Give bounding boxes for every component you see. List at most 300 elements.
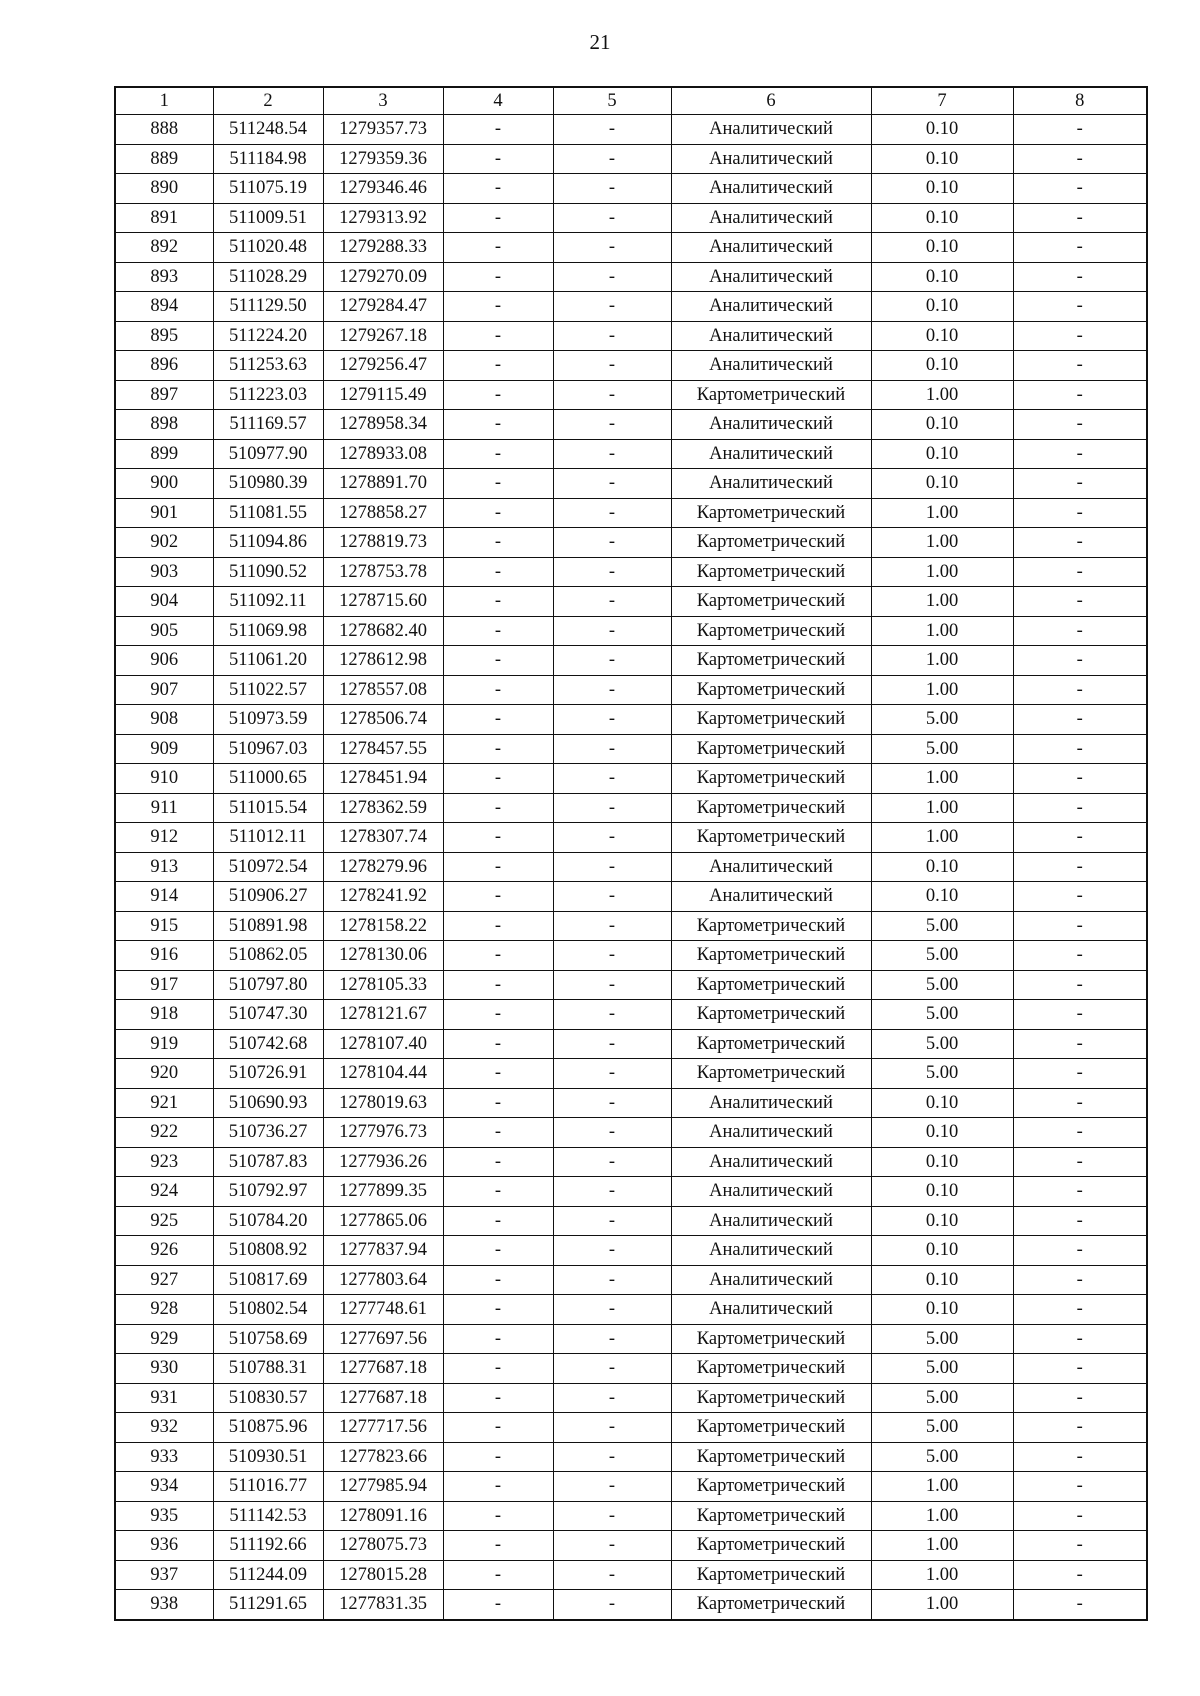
point-number-cell: 904 [115, 587, 213, 617]
col-8-value-cell: - [1013, 1265, 1147, 1295]
col-5-value-cell: - [553, 764, 671, 794]
y-coordinate-cell: 1278557.08 [323, 675, 443, 705]
x-coordinate-cell: 511092.11 [213, 587, 323, 617]
method-cell: Картометрический [671, 970, 871, 1000]
y-coordinate-cell: 1278451.94 [323, 764, 443, 794]
col-5-value-cell: - [553, 1059, 671, 1089]
col-4-value-cell: - [443, 587, 553, 617]
method-cell: Картометрический [671, 1029, 871, 1059]
col-4-value-cell: - [443, 292, 553, 322]
col-4-value-cell: - [443, 1147, 553, 1177]
method-cell: Аналитический [671, 115, 871, 145]
y-coordinate-cell: 1279270.09 [323, 262, 443, 292]
x-coordinate-cell: 510690.93 [213, 1088, 323, 1118]
col-4-value-cell: - [443, 439, 553, 469]
x-coordinate-cell: 511022.57 [213, 675, 323, 705]
method-cell: Картометрический [671, 528, 871, 558]
y-coordinate-cell: 1277687.18 [323, 1354, 443, 1384]
col-4-value-cell: - [443, 1531, 553, 1561]
col-5-value-cell: - [553, 734, 671, 764]
accuracy-cell: 1.00 [871, 528, 1013, 558]
col-4-value-cell: - [443, 1413, 553, 1443]
y-coordinate-cell: 1278307.74 [323, 823, 443, 853]
point-number-cell: 897 [115, 380, 213, 410]
col-4-value-cell: - [443, 1206, 553, 1236]
col-5-value-cell: - [553, 911, 671, 941]
table-row [115, 262, 1147, 292]
y-coordinate-cell: 1278107.40 [323, 1029, 443, 1059]
col-5-value-cell: - [553, 1383, 671, 1413]
col-8-value-cell: - [1013, 498, 1147, 528]
accuracy-cell: 1.00 [871, 646, 1013, 676]
x-coordinate-cell: 511192.66 [213, 1531, 323, 1561]
method-cell: Картометрический [671, 1472, 871, 1502]
method-cell: Картометрический [671, 557, 871, 587]
col-4-value-cell: - [443, 764, 553, 794]
col-5-value-cell: - [553, 823, 671, 853]
method-cell: Картометрический [671, 498, 871, 528]
table-row [115, 1088, 1147, 1118]
point-number-cell: 914 [115, 882, 213, 912]
table-row [115, 1295, 1147, 1325]
method-cell: Картометрический [671, 380, 871, 410]
col-8-value-cell: - [1013, 1088, 1147, 1118]
y-coordinate-cell: 1277748.61 [323, 1295, 443, 1325]
point-number-cell: 931 [115, 1383, 213, 1413]
y-coordinate-cell: 1277823.66 [323, 1442, 443, 1472]
table-row [115, 292, 1147, 322]
col-5-value-cell: - [553, 528, 671, 558]
col-4-value-cell: - [443, 1442, 553, 1472]
point-number-cell: 917 [115, 970, 213, 1000]
accuracy-cell: 0.10 [871, 233, 1013, 263]
col-8-value-cell: - [1013, 764, 1147, 794]
col-8-value-cell: - [1013, 1324, 1147, 1354]
x-coordinate-cell: 510817.69 [213, 1265, 323, 1295]
col-8-value-cell: - [1013, 1531, 1147, 1561]
col-4-value-cell: - [443, 528, 553, 558]
y-coordinate-cell: 1277837.94 [323, 1236, 443, 1266]
accuracy-cell: 1.00 [871, 1501, 1013, 1531]
x-coordinate-cell: 511020.48 [213, 233, 323, 263]
method-cell: Аналитический [671, 1118, 871, 1148]
table-row [115, 1177, 1147, 1207]
table-row [115, 498, 1147, 528]
accuracy-cell: 0.10 [871, 292, 1013, 322]
accuracy-cell: 0.10 [871, 1206, 1013, 1236]
method-cell: Аналитический [671, 1236, 871, 1266]
point-number-cell: 918 [115, 1000, 213, 1030]
table-row [115, 705, 1147, 735]
method-cell: Картометрический [671, 911, 871, 941]
col-4-value-cell: - [443, 1029, 553, 1059]
method-cell: Аналитический [671, 882, 871, 912]
col-8-value-cell: - [1013, 439, 1147, 469]
col-5-value-cell: - [553, 882, 671, 912]
x-coordinate-cell: 511129.50 [213, 292, 323, 322]
method-cell: Аналитический [671, 262, 871, 292]
col-5-value-cell: - [553, 1088, 671, 1118]
col-4-value-cell: - [443, 852, 553, 882]
x-coordinate-cell: 511000.65 [213, 764, 323, 794]
col-8-value-cell: - [1013, 616, 1147, 646]
col-8-value-cell: - [1013, 469, 1147, 499]
table-row [115, 1118, 1147, 1148]
accuracy-cell: 0.10 [871, 1147, 1013, 1177]
accuracy-cell: 1.00 [871, 380, 1013, 410]
method-cell: Картометрический [671, 705, 871, 735]
col-5-value-cell: - [553, 1590, 671, 1620]
table-row [115, 203, 1147, 233]
x-coordinate-cell: 510891.98 [213, 911, 323, 941]
accuracy-cell: 0.10 [871, 410, 1013, 440]
x-coordinate-cell: 510967.03 [213, 734, 323, 764]
x-coordinate-cell: 511244.09 [213, 1560, 323, 1590]
table-row [115, 410, 1147, 440]
point-number-cell: 927 [115, 1265, 213, 1295]
method-cell: Аналитический [671, 1147, 871, 1177]
y-coordinate-cell: 1277687.18 [323, 1383, 443, 1413]
accuracy-cell: 5.00 [871, 970, 1013, 1000]
col-4-value-cell: - [443, 1088, 553, 1118]
col-8-value-cell: - [1013, 646, 1147, 676]
point-number-cell: 903 [115, 557, 213, 587]
col-4-value-cell: - [443, 705, 553, 735]
col-5-value-cell: - [553, 1265, 671, 1295]
accuracy-cell: 1.00 [871, 557, 1013, 587]
x-coordinate-cell: 511142.53 [213, 1501, 323, 1531]
method-cell: Картометрический [671, 823, 871, 853]
x-coordinate-cell: 511291.65 [213, 1590, 323, 1620]
table-row [115, 911, 1147, 941]
col-4-value-cell: - [443, 469, 553, 499]
col-8-value-cell: - [1013, 380, 1147, 410]
col-5-value-cell: - [553, 498, 671, 528]
y-coordinate-cell: 1277831.35 [323, 1590, 443, 1620]
column-header-4: 4 [443, 87, 553, 115]
accuracy-cell: 5.00 [871, 734, 1013, 764]
y-coordinate-cell: 1278819.73 [323, 528, 443, 558]
col-5-value-cell: - [553, 1177, 671, 1207]
method-cell: Аналитический [671, 321, 871, 351]
col-4-value-cell: - [443, 970, 553, 1000]
table-row [115, 469, 1147, 499]
method-cell: Аналитический [671, 469, 871, 499]
col-8-value-cell: - [1013, 852, 1147, 882]
col-4-value-cell: - [443, 1118, 553, 1148]
point-number-cell: 907 [115, 675, 213, 705]
x-coordinate-cell: 510726.91 [213, 1059, 323, 1089]
point-number-cell: 936 [115, 1531, 213, 1561]
point-number-cell: 923 [115, 1147, 213, 1177]
method-cell: Картометрический [671, 1324, 871, 1354]
accuracy-cell: 1.00 [871, 498, 1013, 528]
col-4-value-cell: - [443, 1354, 553, 1384]
y-coordinate-cell: 1279267.18 [323, 321, 443, 351]
col-5-value-cell: - [553, 1118, 671, 1148]
accuracy-cell: 5.00 [871, 1413, 1013, 1443]
col-8-value-cell: - [1013, 882, 1147, 912]
table-row [115, 174, 1147, 204]
x-coordinate-cell: 510802.54 [213, 1295, 323, 1325]
x-coordinate-cell: 510862.05 [213, 941, 323, 971]
col-5-value-cell: - [553, 203, 671, 233]
col-8-value-cell: - [1013, 793, 1147, 823]
y-coordinate-cell: 1278015.28 [323, 1560, 443, 1590]
accuracy-cell: 0.10 [871, 439, 1013, 469]
accuracy-cell: 1.00 [871, 1590, 1013, 1620]
col-4-value-cell: - [443, 1000, 553, 1030]
method-cell: Картометрический [671, 1442, 871, 1472]
point-number-cell: 906 [115, 646, 213, 676]
table-row [115, 1590, 1147, 1620]
x-coordinate-cell: 511069.98 [213, 616, 323, 646]
col-5-value-cell: - [553, 115, 671, 145]
col-4-value-cell: - [443, 144, 553, 174]
method-cell: Картометрический [671, 1413, 871, 1443]
x-coordinate-cell: 510973.59 [213, 705, 323, 735]
accuracy-cell: 0.10 [871, 882, 1013, 912]
method-cell: Картометрический [671, 764, 871, 794]
point-number-cell: 920 [115, 1059, 213, 1089]
accuracy-cell: 0.10 [871, 351, 1013, 381]
col-8-value-cell: - [1013, 262, 1147, 292]
col-8-value-cell: - [1013, 941, 1147, 971]
method-cell: Аналитический [671, 1177, 871, 1207]
y-coordinate-cell: 1279357.73 [323, 115, 443, 145]
col-5-value-cell: - [553, 616, 671, 646]
y-coordinate-cell: 1278506.74 [323, 705, 443, 735]
col-8-value-cell: - [1013, 1590, 1147, 1620]
table-row [115, 616, 1147, 646]
col-4-value-cell: - [443, 616, 553, 646]
table-row [115, 1560, 1147, 1590]
col-8-value-cell: - [1013, 1000, 1147, 1030]
column-header-7: 7 [871, 87, 1013, 115]
x-coordinate-cell: 510977.90 [213, 439, 323, 469]
y-coordinate-cell: 1278019.63 [323, 1088, 443, 1118]
col-8-value-cell: - [1013, 321, 1147, 351]
col-5-value-cell: - [553, 587, 671, 617]
table-row [115, 1413, 1147, 1443]
point-number-cell: 913 [115, 852, 213, 882]
point-number-cell: 889 [115, 144, 213, 174]
col-5-value-cell: - [553, 852, 671, 882]
accuracy-cell: 5.00 [871, 941, 1013, 971]
y-coordinate-cell: 1277717.56 [323, 1413, 443, 1443]
x-coordinate-cell: 510784.20 [213, 1206, 323, 1236]
col-5-value-cell: - [553, 1147, 671, 1177]
method-cell: Картометрический [671, 1560, 871, 1590]
accuracy-cell: 0.10 [871, 1265, 1013, 1295]
method-cell: Аналитический [671, 1265, 871, 1295]
column-header-8: 8 [1013, 87, 1147, 115]
method-cell: Картометрический [671, 941, 871, 971]
point-number-cell: 926 [115, 1236, 213, 1266]
col-5-value-cell: - [553, 1295, 671, 1325]
col-4-value-cell: - [443, 823, 553, 853]
point-number-cell: 899 [115, 439, 213, 469]
col-8-value-cell: - [1013, 1206, 1147, 1236]
col-8-value-cell: - [1013, 911, 1147, 941]
accuracy-cell: 0.10 [871, 262, 1013, 292]
point-number-cell: 893 [115, 262, 213, 292]
col-8-value-cell: - [1013, 144, 1147, 174]
y-coordinate-cell: 1277985.94 [323, 1472, 443, 1502]
y-coordinate-cell: 1279346.46 [323, 174, 443, 204]
point-number-cell: 894 [115, 292, 213, 322]
x-coordinate-cell: 511184.98 [213, 144, 323, 174]
method-cell: Аналитический [671, 144, 871, 174]
accuracy-cell: 0.10 [871, 1295, 1013, 1325]
col-5-value-cell: - [553, 970, 671, 1000]
col-4-value-cell: - [443, 174, 553, 204]
x-coordinate-cell: 511094.86 [213, 528, 323, 558]
point-number-cell: 930 [115, 1354, 213, 1384]
col-5-value-cell: - [553, 380, 671, 410]
col-8-value-cell: - [1013, 528, 1147, 558]
col-8-value-cell: - [1013, 1560, 1147, 1590]
y-coordinate-cell: 1278104.44 [323, 1059, 443, 1089]
col-5-value-cell: - [553, 321, 671, 351]
col-8-value-cell: - [1013, 203, 1147, 233]
col-4-value-cell: - [443, 1472, 553, 1502]
col-5-value-cell: - [553, 793, 671, 823]
col-8-value-cell: - [1013, 1442, 1147, 1472]
col-8-value-cell: - [1013, 1413, 1147, 1443]
point-number-cell: 901 [115, 498, 213, 528]
table-row [115, 1059, 1147, 1089]
accuracy-cell: 5.00 [871, 1383, 1013, 1413]
x-coordinate-cell: 510808.92 [213, 1236, 323, 1266]
y-coordinate-cell: 1278279.96 [323, 852, 443, 882]
y-coordinate-cell: 1278891.70 [323, 469, 443, 499]
col-4-value-cell: - [443, 410, 553, 440]
col-4-value-cell: - [443, 646, 553, 676]
point-number-cell: 934 [115, 1472, 213, 1502]
method-cell: Картометрический [671, 1354, 871, 1384]
y-coordinate-cell: 1278362.59 [323, 793, 443, 823]
col-5-value-cell: - [553, 646, 671, 676]
table-row [115, 823, 1147, 853]
y-coordinate-cell: 1277976.73 [323, 1118, 443, 1148]
col-5-value-cell: - [553, 262, 671, 292]
x-coordinate-cell: 510792.97 [213, 1177, 323, 1207]
col-5-value-cell: - [553, 1501, 671, 1531]
x-coordinate-cell: 511223.03 [213, 380, 323, 410]
col-4-value-cell: - [443, 233, 553, 263]
method-cell: Аналитический [671, 410, 871, 440]
table-row [115, 587, 1147, 617]
col-4-value-cell: - [443, 351, 553, 381]
method-cell: Аналитический [671, 1206, 871, 1236]
point-number-cell: 929 [115, 1324, 213, 1354]
col-8-value-cell: - [1013, 1118, 1147, 1148]
col-4-value-cell: - [443, 1560, 553, 1590]
col-5-value-cell: - [553, 233, 671, 263]
x-coordinate-cell: 511012.11 [213, 823, 323, 853]
y-coordinate-cell: 1277899.35 [323, 1177, 443, 1207]
point-number-cell: 938 [115, 1590, 213, 1620]
table-row [115, 852, 1147, 882]
col-4-value-cell: - [443, 557, 553, 587]
col-8-value-cell: - [1013, 705, 1147, 735]
accuracy-cell: 1.00 [871, 616, 1013, 646]
point-number-cell: 895 [115, 321, 213, 351]
method-cell: Картометрический [671, 1531, 871, 1561]
col-4-value-cell: - [443, 1236, 553, 1266]
table-row [115, 1324, 1147, 1354]
point-number-cell: 898 [115, 410, 213, 440]
x-coordinate-cell: 511016.77 [213, 1472, 323, 1502]
col-5-value-cell: - [553, 675, 671, 705]
x-coordinate-cell: 511075.19 [213, 174, 323, 204]
x-coordinate-cell: 511169.57 [213, 410, 323, 440]
x-coordinate-cell: 510747.30 [213, 1000, 323, 1030]
table-row [115, 734, 1147, 764]
point-number-cell: 919 [115, 1029, 213, 1059]
method-cell: Картометрический [671, 675, 871, 705]
y-coordinate-cell: 1279256.47 [323, 351, 443, 381]
x-coordinate-cell: 511028.29 [213, 262, 323, 292]
y-coordinate-cell: 1279115.49 [323, 380, 443, 410]
y-coordinate-cell: 1278457.55 [323, 734, 443, 764]
col-8-value-cell: - [1013, 233, 1147, 263]
column-header-6: 6 [671, 87, 871, 115]
y-coordinate-cell: 1278958.34 [323, 410, 443, 440]
col-5-value-cell: - [553, 410, 671, 440]
col-8-value-cell: - [1013, 1029, 1147, 1059]
point-number-cell: 896 [115, 351, 213, 381]
method-cell: Аналитический [671, 174, 871, 204]
accuracy-cell: 0.10 [871, 1177, 1013, 1207]
coordinates-table [114, 86, 1148, 1621]
col-5-value-cell: - [553, 144, 671, 174]
col-4-value-cell: - [443, 380, 553, 410]
col-5-value-cell: - [553, 351, 671, 381]
col-4-value-cell: - [443, 1501, 553, 1531]
header-row [115, 87, 1147, 115]
accuracy-cell: 0.10 [871, 1088, 1013, 1118]
table-row [115, 233, 1147, 263]
col-8-value-cell: - [1013, 351, 1147, 381]
column-header-5: 5 [553, 87, 671, 115]
accuracy-cell: 5.00 [871, 1442, 1013, 1472]
col-5-value-cell: - [553, 1029, 671, 1059]
method-cell: Картометрический [671, 793, 871, 823]
y-coordinate-cell: 1279288.33 [323, 233, 443, 263]
method-cell: Картометрический [671, 1059, 871, 1089]
x-coordinate-cell: 510972.54 [213, 852, 323, 882]
col-4-value-cell: - [443, 793, 553, 823]
point-number-cell: 892 [115, 233, 213, 263]
y-coordinate-cell: 1278682.40 [323, 616, 443, 646]
accuracy-cell: 5.00 [871, 1354, 1013, 1384]
x-coordinate-cell: 511081.55 [213, 498, 323, 528]
col-8-value-cell: - [1013, 1501, 1147, 1531]
col-5-value-cell: - [553, 469, 671, 499]
y-coordinate-cell: 1278715.60 [323, 587, 443, 617]
col-5-value-cell: - [553, 1354, 671, 1384]
col-8-value-cell: - [1013, 970, 1147, 1000]
accuracy-cell: 1.00 [871, 823, 1013, 853]
accuracy-cell: 5.00 [871, 1324, 1013, 1354]
point-number-cell: 916 [115, 941, 213, 971]
col-4-value-cell: - [443, 734, 553, 764]
x-coordinate-cell: 510930.51 [213, 1442, 323, 1472]
table-row [115, 1147, 1147, 1177]
accuracy-cell: 1.00 [871, 1531, 1013, 1561]
